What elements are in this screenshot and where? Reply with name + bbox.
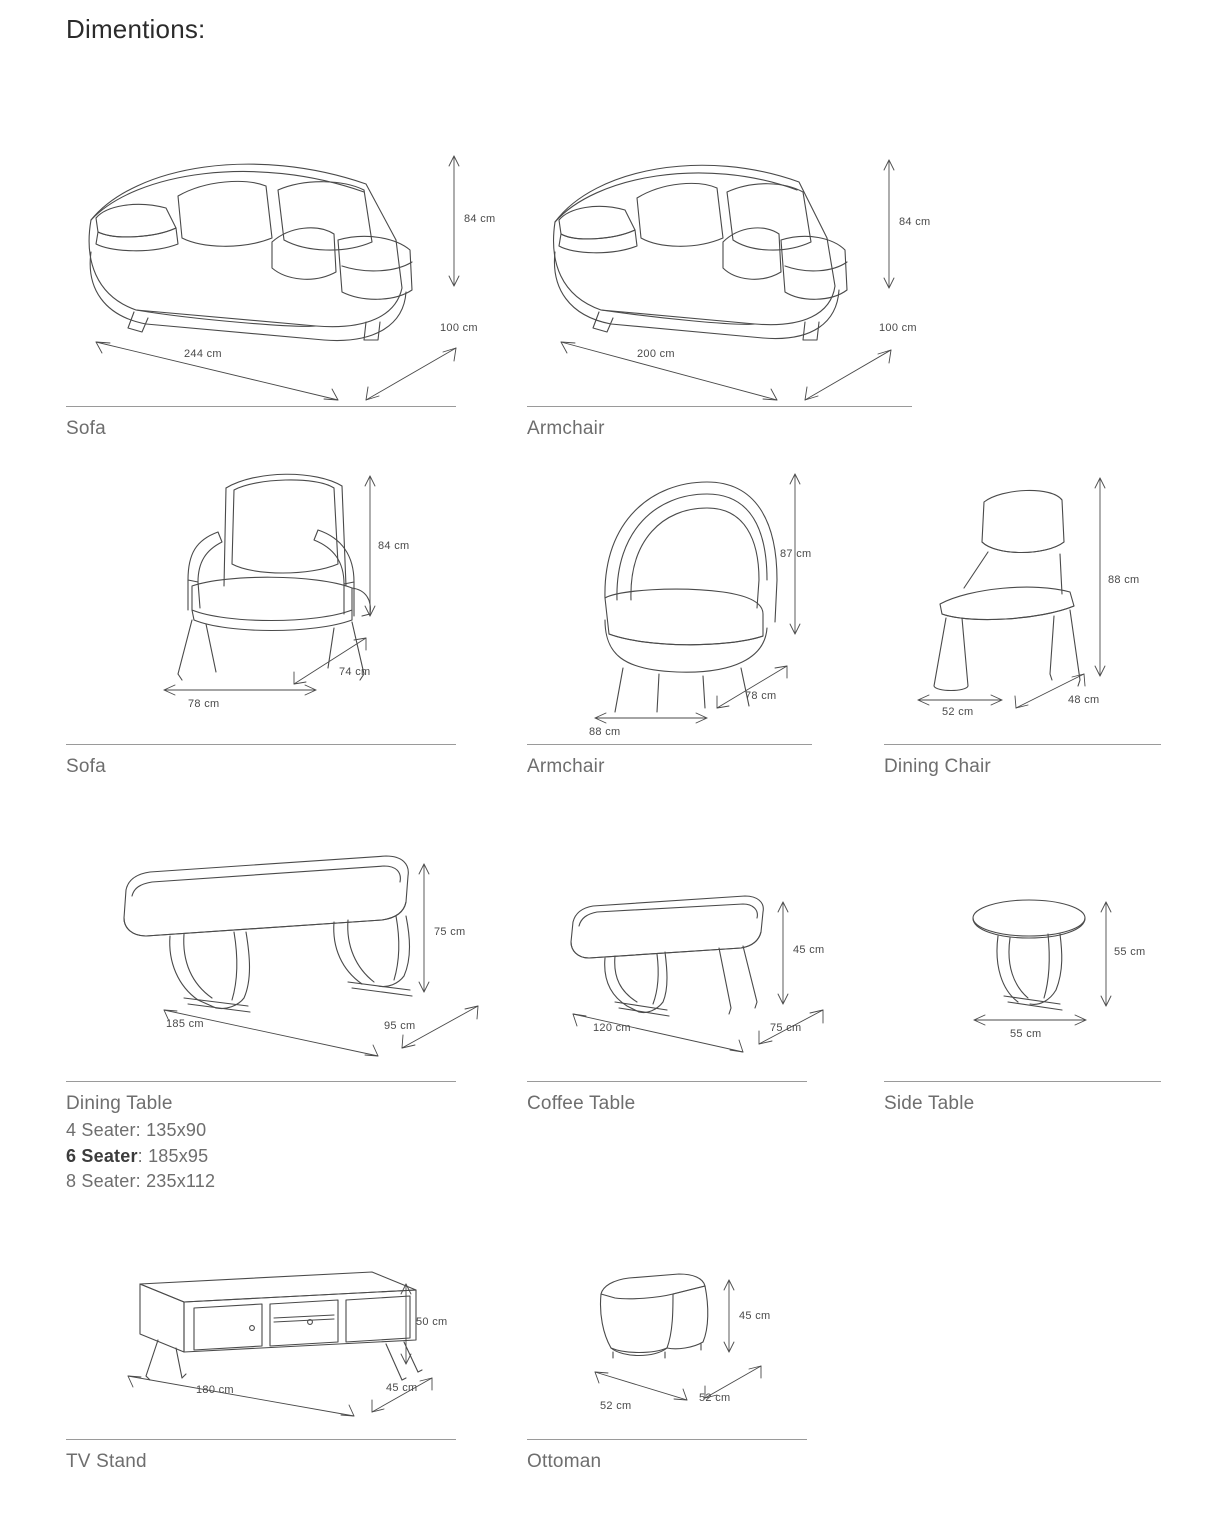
sofa-3seat-caption: Sofa — [66, 418, 106, 439]
armchair-tub-width-label: 88 cm — [589, 726, 621, 738]
side-table-caption: Side Table — [884, 1093, 975, 1114]
ottoman-depth-label: 52 cm — [699, 1392, 731, 1404]
dining-chair-caption: Dining Chair — [884, 756, 991, 777]
dining-chair-illustration — [884, 468, 1161, 738]
dining-table-option-6seater-value: 185x95 — [148, 1145, 209, 1166]
sofa-chair-height-label: 84 cm — [378, 540, 410, 552]
armchair-2seat-depth-label: 100 cm — [879, 322, 917, 334]
tv-stand-width-label: 180 cm — [196, 1384, 234, 1396]
sofa-3seat-width-label: 244 cm — [184, 348, 222, 360]
dining-table-depth-label: 95 cm — [384, 1020, 416, 1032]
armchair-2seat-width-label: 200 cm — [637, 348, 675, 360]
tv-stand-illustration — [66, 1248, 456, 1433]
armchair-tub-height-label: 87 cm — [780, 548, 812, 560]
ottoman-width-label: 52 cm — [600, 1400, 632, 1412]
dining-table-option-8seater-label: 8 Seater — [66, 1171, 136, 1192]
sofa-3seat-illustration — [66, 120, 496, 400]
dining-table-caption-block — [66, 1082, 456, 1195]
armchair-2seat-illustration — [527, 120, 931, 400]
sofa-chair-caption: Sofa — [66, 756, 106, 777]
sofa-3seat-depth-label: 100 cm — [440, 322, 478, 334]
item-ottoman — [527, 1248, 807, 1476]
item-dining-table — [66, 840, 466, 1195]
coffee-table-illustration — [527, 840, 825, 1075]
ottoman-illustration — [527, 1248, 807, 1433]
dining-chair-height-label: 88 cm — [1108, 574, 1140, 586]
ottoman-caption: Ottoman — [527, 1451, 602, 1472]
dining-table-option-4seater-label: 4 Seater — [66, 1119, 136, 1140]
item-dining-chair — [884, 468, 1161, 781]
side-table-height-label: 55 cm — [1114, 946, 1146, 958]
tv-stand-depth-label: 45 cm — [386, 1382, 418, 1394]
tv-stand-caption: TV Stand — [66, 1451, 147, 1472]
side-table-width-label: 55 cm — [1010, 1028, 1042, 1040]
sofa-chair-depth-label: 74 cm — [339, 666, 371, 678]
coffee-table-height-label: 45 cm — [793, 944, 825, 956]
coffee-table-caption: Coffee Table — [527, 1093, 636, 1114]
page-title: Dimentions: — [66, 14, 206, 44]
armchair-2seat-caption: Armchair — [527, 418, 605, 439]
item-coffee-table — [527, 840, 825, 1118]
sofa-3seat-height-label: 84 cm — [464, 213, 496, 225]
armchair-tub-depth-label: 78 cm — [745, 690, 777, 702]
dining-table-option-6seater-label: 6 Seater — [66, 1145, 138, 1166]
ottoman-height-label: 45 cm — [739, 1310, 771, 1322]
item-armchair-2seat — [527, 120, 931, 443]
dining-table-illustration — [66, 840, 466, 1075]
item-sofa-3seat — [66, 120, 496, 443]
dining-table-option-8seater-value: 235x112 — [146, 1171, 216, 1192]
dining-table-height-label: 75 cm — [434, 926, 466, 938]
sofa-chair-illustration — [66, 468, 456, 738]
dining-table-option-4seater-value: 135x90 — [146, 1119, 207, 1140]
tv-stand-height-label: 50 cm — [416, 1316, 448, 1328]
armchair-2seat-height-label: 84 cm — [899, 216, 931, 228]
coffee-table-depth-label: 75 cm — [770, 1022, 802, 1034]
side-table-illustration — [884, 840, 1161, 1075]
dining-table-option-6seater[interactable]: 6 Seater: 185x95 — [66, 1145, 209, 1166]
item-side-table — [884, 840, 1161, 1118]
sofa-chair-width-label: 78 cm — [188, 698, 220, 710]
dining-table-caption: Dining Table — [66, 1093, 173, 1114]
item-sofa-chair — [66, 468, 456, 781]
armchair-tub-illustration — [527, 468, 812, 738]
item-tv-stand — [66, 1248, 456, 1476]
dining-chair-width-label: 52 cm — [942, 706, 974, 718]
dining-table-option-8seater[interactable]: 8 Seater: 235x112 — [66, 1171, 216, 1192]
dining-table-width-label: 185 cm — [166, 1018, 204, 1030]
dining-chair-depth-label: 48 cm — [1068, 694, 1100, 706]
item-armchair-tub — [527, 468, 812, 781]
coffee-table-width-label: 120 cm — [593, 1022, 631, 1034]
armchair-tub-caption: Armchair — [527, 756, 605, 777]
dining-table-option-4seater[interactable]: 4 Seater: 135x90 — [66, 1119, 207, 1140]
